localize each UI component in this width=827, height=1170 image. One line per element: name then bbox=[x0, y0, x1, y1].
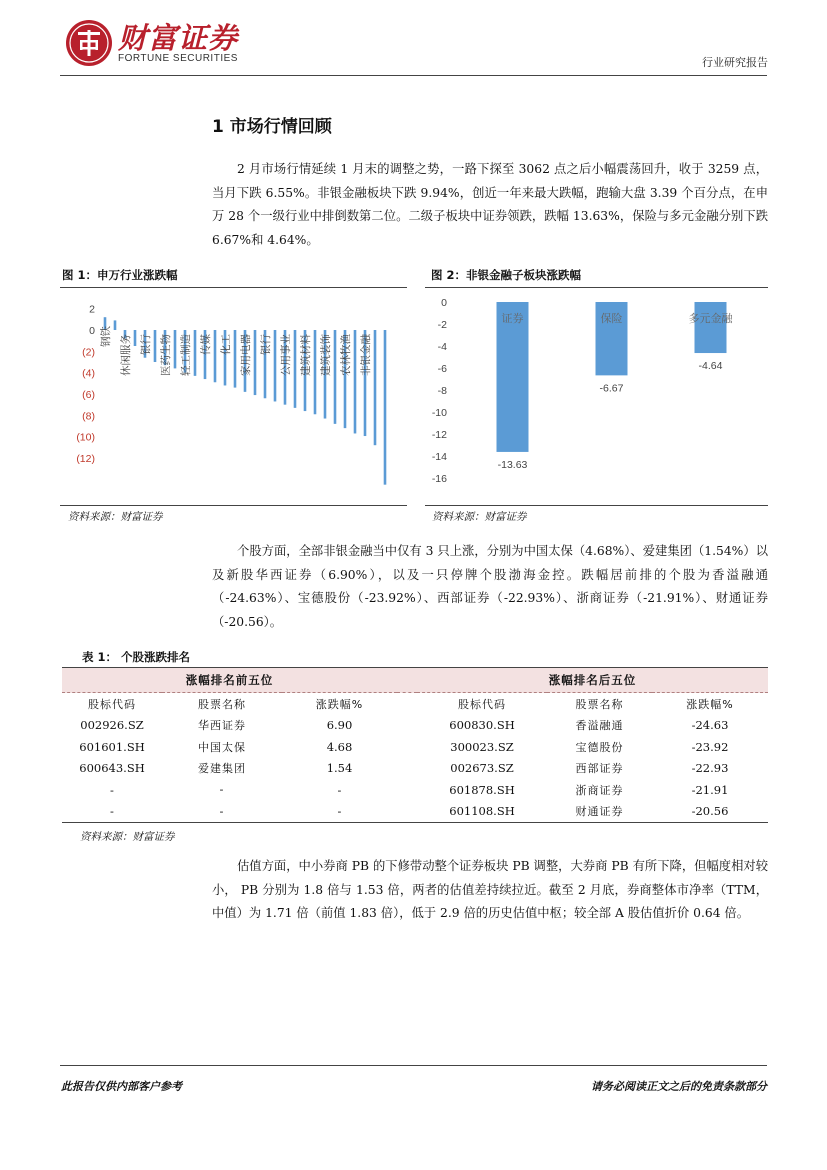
cell-name: 爱建集团 bbox=[198, 762, 246, 776]
header-divider bbox=[60, 75, 767, 76]
category-label: 医药生物 bbox=[160, 334, 172, 376]
cell-spacer bbox=[397, 801, 417, 823]
logo-emblem bbox=[66, 20, 112, 66]
y-tick-label: (12) bbox=[76, 453, 95, 465]
category-label: 公用事业 bbox=[280, 334, 292, 376]
y-tick-label: -6 bbox=[437, 363, 447, 375]
cell-change: 4.68 bbox=[326, 739, 353, 754]
cell-name: 宝德股份 bbox=[575, 740, 624, 754]
category-label: 非银金融 bbox=[360, 334, 372, 376]
y-tick-label: (10) bbox=[76, 431, 95, 444]
category-label: 家用电器 bbox=[240, 334, 252, 376]
category-label: 传媒 bbox=[200, 334, 212, 355]
brand-name-en: FORTUNE SECURITIES bbox=[118, 53, 238, 64]
category-label: 银行 bbox=[140, 334, 152, 355]
section-title: 1 市场行情回顾 bbox=[212, 117, 332, 137]
paragraph-valuation: 估值方面，中小券商 PB 的下修带动整个证券板块 PB 调整，大券商 PB 有所下降，但幅度相对较小， PB 分别为 1.8 倍与 1.53 倍，两者的估值差持续拉近。截至 2 月底，券商整体市净率（TTM，中值）为 1.71 倍（前值 1.83 倍），低于 2.9 倍的历史估值中枢；较全部 A 股估值折价 0.64 倍。 bbox=[212, 859, 768, 920]
cell-code: - bbox=[62, 801, 162, 823]
figure2-source: 资料来源：财富证券 bbox=[432, 511, 527, 523]
category-label: 多元金融 bbox=[688, 313, 733, 325]
y-tick-label: (8) bbox=[82, 410, 95, 423]
y-tick-label: 0 bbox=[441, 297, 447, 309]
group-bottom-five: 涨幅排名后五位 bbox=[417, 668, 768, 693]
cell-spacer bbox=[397, 736, 417, 758]
cell-name: 西部证券 bbox=[575, 762, 624, 776]
figure1-top-rule bbox=[60, 287, 407, 288]
data-label: -4.64 bbox=[698, 360, 723, 373]
cell-spacer bbox=[397, 779, 417, 801]
cell-name: - bbox=[162, 801, 282, 823]
logo-icon bbox=[66, 20, 112, 66]
y-tick-label: (2) bbox=[82, 346, 95, 359]
cell-change: - bbox=[337, 782, 342, 797]
bar bbox=[214, 330, 217, 382]
category-label: 钢铁 bbox=[100, 326, 112, 347]
bar bbox=[374, 330, 377, 445]
bar bbox=[384, 330, 387, 485]
table-title: 表 1： 个股涨跌排名 bbox=[82, 650, 191, 664]
chart-nonbank-subsectors bbox=[425, 290, 768, 502]
col-header-change-2: 涨跌幅% bbox=[686, 697, 734, 711]
cell-change: -21.91 bbox=[691, 782, 729, 797]
bar bbox=[354, 330, 357, 433]
figure1-bottom-rule bbox=[60, 505, 407, 506]
cell-code: 300023.SZ bbox=[450, 739, 514, 754]
cell-name: 华西证券 bbox=[198, 719, 246, 733]
y-tick-label: -16 bbox=[431, 473, 447, 485]
cell-change: 1.54 bbox=[326, 761, 353, 776]
category-label: 农林牧渔 bbox=[340, 334, 352, 376]
col-header-name: 股票名称 bbox=[198, 697, 246, 711]
bar bbox=[114, 320, 117, 330]
y-tick-label: -8 bbox=[437, 385, 447, 397]
paragraph-stocks: 个股方面，全部非银金融当中仅有 3 只上涨，分别为中国太保（4.68%）、爱建集团（1.54%）以及新股华西证券（6.90%），以及一只停牌个股渤海金控。跌幅居前排的个股为香溢融通（-24.63%）、宝德股份（-23.92%）、西部证券（-22.93%）、浙商证券（-21.91%）、财通证券（-20.56）。 bbox=[212, 544, 768, 629]
figure1-source: 资料来源：财富证券 bbox=[68, 511, 163, 523]
category-label: 银行 bbox=[260, 334, 272, 355]
figure1-caption: 图 1：申万行业涨跌幅 bbox=[62, 268, 178, 282]
cell-change: 6.90 bbox=[326, 718, 353, 733]
cell-change: - bbox=[282, 801, 397, 823]
cell-code: 601108.SH bbox=[417, 801, 547, 823]
col-header-code-2: 股标代码 bbox=[458, 697, 506, 711]
category-label: 证券 bbox=[501, 313, 524, 325]
cell-change: -22.93 bbox=[691, 761, 729, 776]
brand-name-cn: 财富证券 bbox=[118, 21, 239, 55]
table-source: 资料来源：财富证券 bbox=[80, 831, 175, 843]
cell-spacer bbox=[397, 758, 417, 780]
figure2-caption: 图 2：非银金融子板块涨跌幅 bbox=[431, 268, 582, 282]
cell-code: 002673.SZ bbox=[450, 761, 514, 776]
category-label: 休闲服务 bbox=[120, 334, 132, 376]
group-top-five: 涨幅排名前五位 bbox=[62, 668, 397, 693]
cell-name: 浙商证券 bbox=[575, 783, 624, 797]
footer-disclaimer-right: 请务必阅读正文之后的免责条款部分 bbox=[591, 1080, 767, 1093]
bar bbox=[254, 330, 257, 395]
table-row bbox=[62, 715, 768, 737]
paragraph-market-review: 2 月市场行情延续 1 月末的调整之势，一路下探至 3062 点之后小幅震荡回升，收于 3259 点，当月下跌 6.55%。非银金融板块下跌 9.94%，创近一年来最大跌幅，跑输大盘 3.39 个百分点，在申万 28 个一级行业中排倒数第二位。二级子板块中证券领跌，跌幅 13.63%，保险与多元金融分别下跌 6.67%和 4.64%。 bbox=[212, 162, 768, 247]
y-tick-label: 2 bbox=[89, 303, 95, 316]
category-label: 保险 bbox=[600, 313, 623, 325]
cell-code: 601878.SH bbox=[449, 782, 515, 797]
y-tick-label: (4) bbox=[82, 367, 95, 380]
bar bbox=[695, 302, 727, 353]
figure2-top-rule bbox=[425, 287, 768, 288]
bar bbox=[134, 330, 137, 346]
cell-name: - bbox=[219, 783, 225, 797]
document-type: 行业研究报告 bbox=[702, 56, 768, 69]
cell-change: -23.92 bbox=[691, 739, 729, 754]
bar bbox=[274, 330, 277, 401]
category-label: 建筑装饰 bbox=[320, 334, 332, 376]
col-header-name-2: 股票名称 bbox=[575, 697, 624, 711]
cell-name: 香溢融通 bbox=[575, 719, 624, 733]
bar bbox=[174, 330, 177, 368]
table-row bbox=[62, 779, 768, 801]
cell-code: - bbox=[110, 782, 114, 797]
y-tick-label: -14 bbox=[431, 451, 447, 463]
y-tick-label: -10 bbox=[431, 407, 447, 419]
category-label: 化工 bbox=[220, 334, 232, 355]
footer-disclaimer-left: 此报告仅供内部客户参考 bbox=[61, 1080, 182, 1093]
cell-code: 002926.SZ bbox=[80, 718, 144, 733]
y-tick-label: -12 bbox=[431, 429, 447, 441]
category-label: 建筑材料 bbox=[300, 334, 312, 376]
cell-code: 601601.SH bbox=[79, 739, 145, 754]
table-row bbox=[62, 801, 768, 823]
y-tick-label: -2 bbox=[437, 319, 447, 331]
bar bbox=[194, 330, 197, 376]
data-label: -6.67 bbox=[599, 382, 624, 395]
bar bbox=[294, 330, 297, 408]
col-spacer bbox=[397, 693, 417, 715]
bar bbox=[234, 330, 237, 388]
cell-change: -20.56 bbox=[652, 801, 768, 823]
y-tick-label: 0 bbox=[89, 325, 95, 337]
figure2-bottom-rule bbox=[425, 505, 768, 506]
col-header-change: 涨跌幅% bbox=[315, 697, 364, 711]
table-row bbox=[62, 736, 768, 758]
stock-ranking-table bbox=[62, 667, 768, 823]
y-tick-label: (6) bbox=[82, 389, 95, 401]
table-row bbox=[62, 758, 768, 780]
col-header-code: 股标代码 bbox=[88, 697, 136, 711]
y-tick-label: -4 bbox=[437, 341, 447, 353]
cell-code: 600643.SH bbox=[79, 761, 145, 776]
bar bbox=[154, 330, 157, 362]
cell-name: 财通证券 bbox=[547, 801, 652, 823]
cell-change: -24.63 bbox=[691, 718, 729, 733]
bar bbox=[314, 330, 317, 414]
chart-industry-returns bbox=[60, 290, 408, 502]
bar bbox=[334, 330, 337, 424]
group-spacer bbox=[397, 668, 417, 693]
data-label: -13.63 bbox=[497, 458, 528, 471]
category-label: 轻工制造 bbox=[180, 334, 192, 376]
cell-code: 600830.SH bbox=[449, 718, 515, 733]
cell-name: 中国太保 bbox=[198, 740, 246, 754]
footer-divider bbox=[60, 1065, 767, 1066]
cell-spacer bbox=[397, 715, 417, 737]
